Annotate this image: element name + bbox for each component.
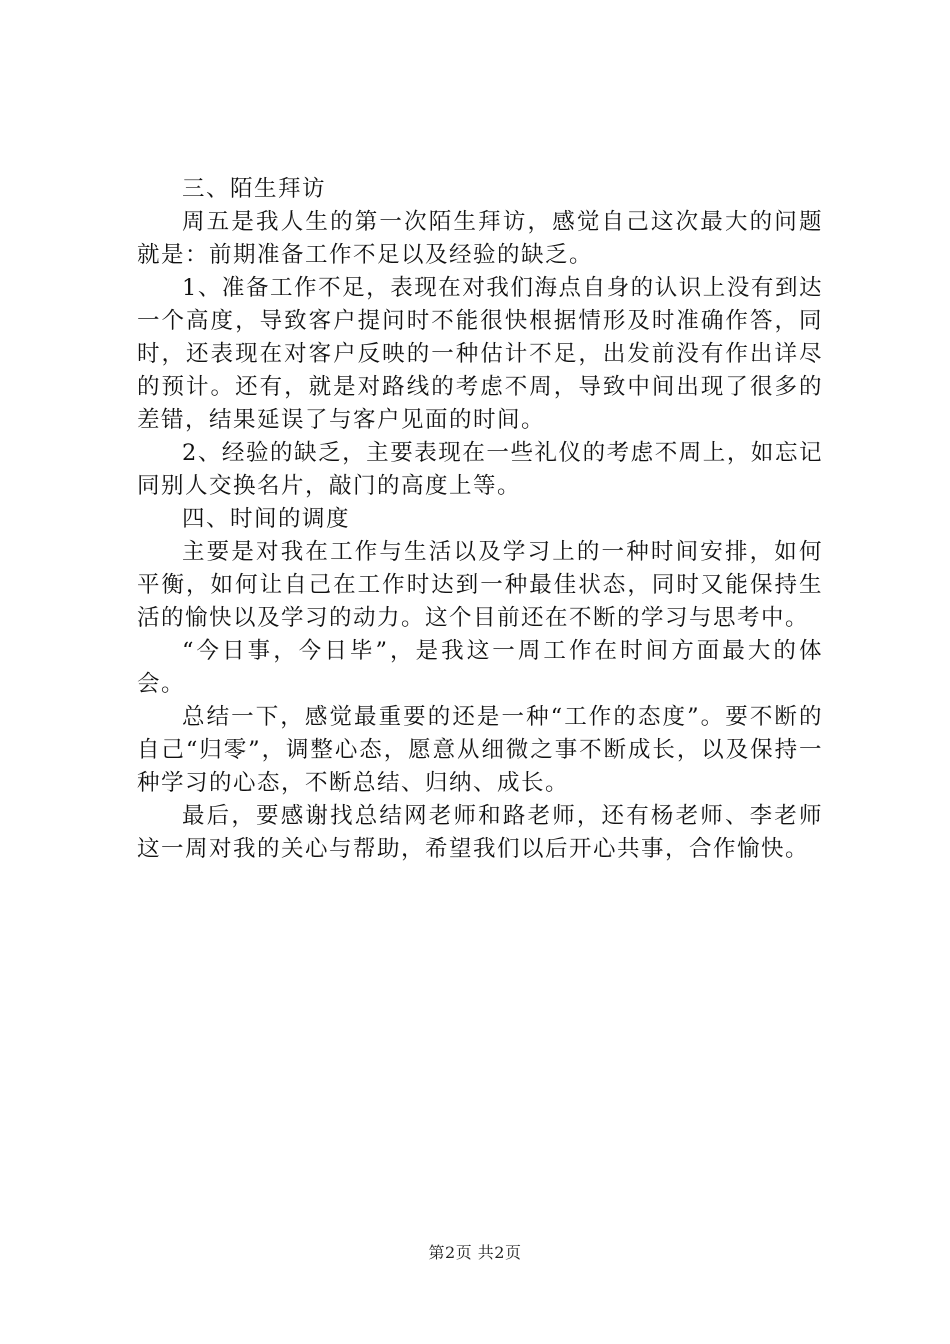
paragraph-today-task: “今日事，今日毕”，是我这一周工作在时间方面最大的体会。 <box>137 638 823 697</box>
paragraph-preparation-insufficient: 1、准备工作不足，表现在对我们海点自身的认识上没有到达一个高度，导致客户提问时不能很快根据情形及时准确作答，同时，还表现在对客户反映的一种估计不足，出发前没有作出详尽的预计。还有，就是对路线的考虑不周，导致中间出现了很多的差错，结果延误了与客户见面的时间。 <box>137 275 823 433</box>
document-body <box>137 173 823 866</box>
paragraph-time-balance: 主要是对我在工作与生活以及学习上的一种时间安排，如何平衡，如何让自己在工作时达到一种最佳状态，同时又能保持生活的愉快以及学习的动力。这个目前还在不断的学习与思考中。 <box>137 539 823 631</box>
paragraph-lack-of-experience: 2、经验的缺乏，主要表现在一些礼仪的考虑不周上，如忘记同别人交换名片，敲门的高度上等。 <box>137 440 823 499</box>
page-number-footer: 第2页 共2页 <box>428 1243 522 1262</box>
paragraph-thanks: 最后，要感谢找总结网老师和路老师，还有杨老师、李老师这一周对我的关心与帮助，希望我们以后开心共事，合作愉快。 <box>137 803 823 862</box>
paragraph-summary: 总结一下，感觉最重要的还是一种“工作的态度”。要不断的自己“归零”，调整心态，愿意从细微之事不断成长，以及保持一种学习的心态，不断总结、归纳、成长。 <box>137 704 823 796</box>
section-heading-stranger-visit: 三、陌生拜访 <box>182 176 327 202</box>
section-heading-time-management: 四、时间的调度 <box>182 506 351 532</box>
paragraph-stranger-visit-intro: 周五是我人生的第一次陌生拜访，感觉自己这次最大的问题就是：前期准备工作不足以及经验的缺乏。 <box>137 209 823 268</box>
